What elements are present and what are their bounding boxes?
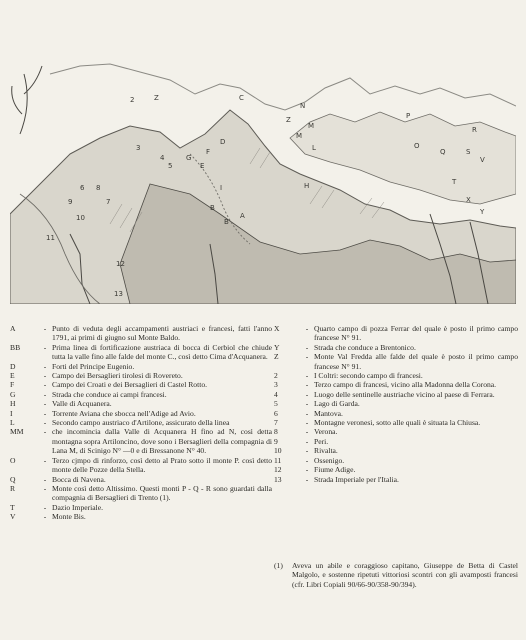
legend-key: 12 bbox=[274, 465, 282, 475]
legend-text: Ossenigo. bbox=[314, 455, 345, 465]
legend-text: Mantova. bbox=[314, 408, 343, 418]
sketch-label: R bbox=[472, 126, 477, 134]
legend-row bbox=[274, 324, 518, 343]
legend-key: BB bbox=[10, 342, 21, 352]
legend-dash: - bbox=[43, 483, 47, 493]
legend-dash: - bbox=[305, 418, 309, 428]
legend-text: Lago di Garda. bbox=[314, 399, 360, 409]
legend-key: A bbox=[10, 324, 16, 333]
legend-key: 13 bbox=[274, 474, 282, 484]
legend-row bbox=[274, 409, 518, 418]
sketch-label: B bbox=[224, 218, 229, 226]
legend-text: Strada Imperiale per l'Italia. bbox=[314, 474, 399, 484]
sketch-label: I bbox=[220, 184, 223, 192]
legend-key: Z bbox=[274, 352, 279, 362]
mountain-sketch bbox=[10, 14, 516, 304]
legend-key: MM bbox=[10, 427, 24, 437]
legend-text: Campo dei Croati e dei Bersaglieri di Castel Rotto. bbox=[52, 380, 208, 390]
legend-key: 3 bbox=[274, 380, 278, 390]
legend-row bbox=[10, 512, 272, 521]
sketch-label: 7 bbox=[106, 198, 111, 206]
legend-text: Rivalta. bbox=[314, 446, 338, 456]
legend-key: 6 bbox=[274, 408, 278, 418]
legend-dash: - bbox=[43, 418, 47, 428]
legend-key: T bbox=[10, 502, 15, 512]
legend-key: 10 bbox=[274, 446, 282, 456]
legend-dash: - bbox=[305, 436, 309, 446]
legend-key: G bbox=[10, 389, 16, 399]
legend-left bbox=[10, 324, 272, 522]
legend-text: Monte Val Fredda alle falde del quale è posto il primo campo francese N° 91. bbox=[314, 352, 518, 371]
legend-dash: - bbox=[43, 380, 47, 390]
sketch-label: Y bbox=[480, 208, 485, 216]
legend-text: Montagne veronesi, sotto alle quali è situata la Chiusa. bbox=[314, 418, 481, 428]
legend-key: E bbox=[10, 371, 15, 381]
legend-key: I bbox=[10, 408, 13, 418]
legend-key: 5 bbox=[274, 399, 278, 409]
sketch-label: O bbox=[414, 142, 420, 150]
sketch-label: 4 bbox=[160, 154, 165, 162]
sketch-label: C bbox=[239, 94, 244, 102]
legend-text: Terzo campo di francesi, vicino alla Madonna della Corona. bbox=[314, 380, 497, 390]
sketch-label: G bbox=[186, 154, 192, 162]
legend-dash: - bbox=[305, 324, 309, 333]
sketch-label: E bbox=[200, 162, 205, 170]
legend-dash: - bbox=[43, 389, 47, 399]
legend-dash: - bbox=[43, 455, 47, 465]
sketch-label: B bbox=[210, 204, 215, 212]
legend-row bbox=[274, 399, 518, 408]
legend-dash: - bbox=[43, 502, 47, 512]
legend-row bbox=[10, 343, 272, 362]
legend-dash: - bbox=[305, 342, 309, 352]
legend-text: Luogo delle sentinelle austriache vicino al paese di Ferrara. bbox=[314, 389, 495, 399]
legend-dash: - bbox=[43, 427, 47, 437]
sketch-label: 11 bbox=[46, 234, 55, 242]
legend-row bbox=[10, 324, 272, 343]
legend-dash: - bbox=[305, 427, 309, 437]
footnote-key: (1) bbox=[274, 561, 283, 570]
legend-row bbox=[274, 465, 518, 474]
legend-row bbox=[10, 418, 272, 427]
legend-dash: - bbox=[305, 371, 309, 381]
legend-key: Q bbox=[10, 474, 16, 484]
legend-row bbox=[274, 446, 518, 455]
legend-dash: - bbox=[305, 408, 309, 418]
legend-key: 9 bbox=[274, 436, 278, 446]
legend-key: O bbox=[10, 455, 16, 465]
legend-text: Punto di veduta degli accampamenti austriaci e francesi, fatti l'anno 1791, ai primi di giugno sul Monte Baldo. bbox=[52, 324, 272, 343]
sketch-label: A bbox=[240, 212, 245, 220]
legend-dash: - bbox=[43, 408, 47, 418]
sketch-label: F bbox=[206, 148, 211, 156]
sketch-label: M bbox=[296, 132, 303, 140]
legend-row bbox=[10, 390, 272, 399]
legend-row bbox=[274, 418, 518, 427]
sketch-label: D bbox=[220, 138, 226, 146]
legend-row bbox=[10, 380, 272, 389]
legend-row bbox=[274, 371, 518, 380]
sketch-label: 8 bbox=[96, 184, 101, 192]
legend-key: R bbox=[10, 483, 16, 493]
sketch-label: T bbox=[452, 178, 457, 186]
legend-text: I Coltri: secondo campo di francesi. bbox=[314, 371, 423, 381]
legend-text: Strada che conduce a Brentonico. bbox=[314, 342, 416, 352]
legend-key: D bbox=[10, 361, 16, 371]
legend-row bbox=[10, 362, 272, 371]
legend-row bbox=[274, 475, 518, 484]
legend-text: Secondo campo austriaco d'Artilone, assicurato della linea bbox=[52, 418, 230, 428]
legend-dash: - bbox=[305, 399, 309, 409]
legend-row bbox=[274, 456, 518, 465]
legend-right bbox=[274, 324, 518, 484]
legend-row bbox=[274, 427, 518, 436]
legend-dash: - bbox=[305, 455, 309, 465]
legend-text: che incomincia dalla Valle di Acquanera H fino ad N, così detta montagna sopra Artiloncino, dove sono i Bersaglieri della compagnia di Lana M, di Scinigo N° —0 e di Bressanone N° 40. bbox=[52, 427, 272, 456]
legend-row bbox=[274, 352, 518, 371]
legend-text: Monte Bis. bbox=[52, 512, 86, 522]
legend-text: Fiume Adige. bbox=[314, 465, 356, 475]
sketch-label: N bbox=[300, 102, 306, 110]
legend-row bbox=[274, 380, 518, 389]
legend-row bbox=[10, 456, 272, 475]
legend-dash: - bbox=[305, 389, 309, 399]
legend-row bbox=[274, 390, 518, 399]
legend-dash: - bbox=[305, 380, 309, 390]
sketch-label: L bbox=[312, 144, 316, 152]
legend-key: Y bbox=[274, 342, 280, 352]
legend-dash: - bbox=[43, 512, 47, 522]
sketch-label: S bbox=[466, 148, 471, 156]
legend-dash: - bbox=[305, 446, 309, 456]
sketch-label: 2 bbox=[130, 96, 135, 104]
legend-row bbox=[274, 437, 518, 446]
legend-row bbox=[10, 503, 272, 512]
footnote bbox=[274, 561, 518, 589]
sketch-label: P bbox=[406, 112, 411, 120]
sketch-label: V bbox=[480, 156, 485, 164]
legend-key: L bbox=[10, 418, 15, 428]
legend-key: H bbox=[10, 399, 16, 409]
sketch-label: 13 bbox=[114, 290, 123, 298]
legend-key: 7 bbox=[274, 418, 278, 428]
sketch-label: Q bbox=[440, 148, 446, 156]
sketch-label: 6 bbox=[80, 184, 85, 192]
legend-dash: - bbox=[43, 361, 47, 371]
legend-key: F bbox=[10, 380, 15, 390]
legend-row bbox=[10, 371, 272, 380]
legend-text: Quarto campo di pozza Ferrar del quale è posto il primo campo francese N° 91. bbox=[314, 324, 518, 343]
legend-key: 2 bbox=[274, 371, 278, 381]
legend-dash: - bbox=[43, 342, 47, 352]
legend-text: Bocca di Navena. bbox=[52, 474, 106, 484]
legend-key: V bbox=[10, 512, 16, 522]
legend-key: 4 bbox=[274, 389, 278, 399]
legend-key: 8 bbox=[274, 427, 278, 437]
legend-text: Monte così detto Altissimo. Questi monti P - Q - R sono guardati dalla compagnia di Bersaglieri di Trento (1). bbox=[52, 483, 272, 503]
legend-dash: - bbox=[305, 474, 309, 484]
legend-row bbox=[10, 427, 272, 455]
sketch-label: 9 bbox=[68, 198, 73, 206]
legend-dash: - bbox=[43, 399, 47, 409]
legend-row bbox=[10, 409, 272, 418]
sketch-label: 3 bbox=[136, 144, 141, 152]
legend-text: Valle di Acquanera. bbox=[52, 399, 112, 409]
legend-dash: - bbox=[43, 371, 47, 381]
sketch-label: 12 bbox=[116, 260, 125, 268]
legend-key: 11 bbox=[274, 455, 282, 465]
footnote-text: Aveva un abile e coraggioso capitano, Giuseppe de Betta di Castel Malgolo, e sostenne ripetuti vittoriosi scontri con gli avamposti francesi (cfr. Libri Copiali 90/66-90/358-90/394). bbox=[292, 561, 518, 589]
sketch-label: 5 bbox=[168, 162, 173, 170]
legend-text: Strada che conduce ai campi francesi. bbox=[52, 389, 167, 399]
legend-key: X bbox=[274, 324, 280, 333]
sketch-label: Z bbox=[286, 116, 291, 124]
legend-row bbox=[10, 484, 272, 503]
sketch-label: Z bbox=[154, 94, 159, 102]
sketch-label: X bbox=[466, 196, 471, 204]
legend-dash: - bbox=[305, 352, 309, 362]
legend-text: Verona. bbox=[314, 427, 338, 437]
legend-row bbox=[10, 399, 272, 408]
sketch-label: H bbox=[304, 182, 310, 190]
legend-text: Campo dei Bersaglieri tirolesi di Rovereto. bbox=[52, 371, 183, 381]
legend-text: Torrente Aviana che sbocca nell'Adige ad Avio. bbox=[52, 408, 196, 418]
legend-text: Terzo cjmpo di rinforzo, così detto al Prato sotto il monte P. così detto monte delle Pozze della Stella. bbox=[52, 455, 272, 475]
legend-text: Forti del Principe Eugenio. bbox=[52, 361, 135, 371]
legend-text: Prima linea di fortificazione austriaca di bocca di Cerbiol che chiude tutta la valle fino alle falde del monte C., così detto Cima d'Acquanera. bbox=[52, 342, 272, 362]
legend-row bbox=[274, 343, 518, 352]
legend-row bbox=[10, 475, 272, 484]
legend-text: Dazio Imperiale. bbox=[52, 502, 104, 512]
sketch-label: M bbox=[308, 122, 315, 130]
sketch-label: 10 bbox=[76, 214, 85, 222]
legend-text: Peri. bbox=[314, 436, 329, 446]
legend-dash: - bbox=[43, 474, 47, 484]
legend-dash: - bbox=[305, 465, 309, 475]
legend-dash: - bbox=[43, 324, 47, 333]
